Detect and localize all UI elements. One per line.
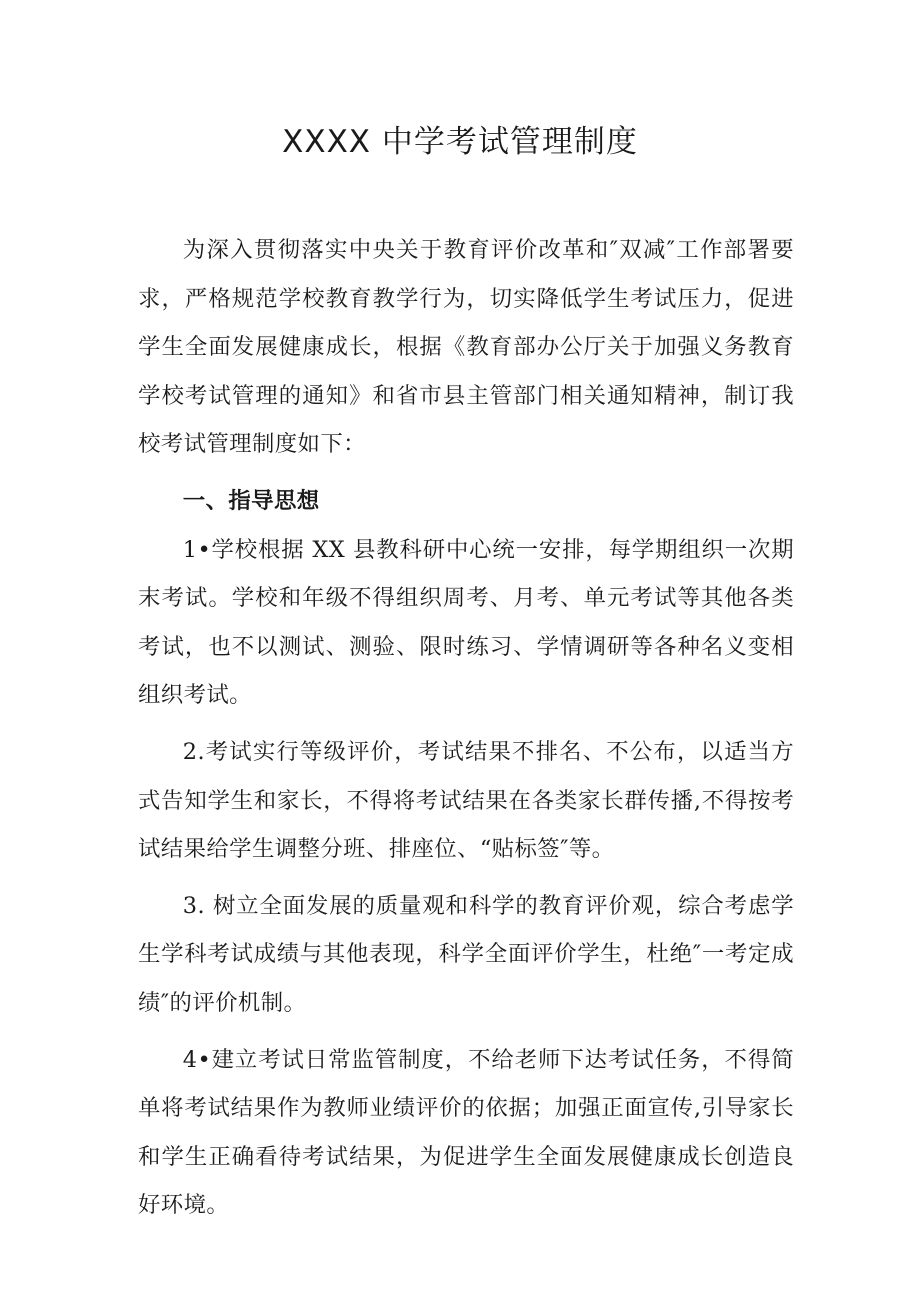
- section-heading-guiding-ideology: 一、指导思想: [182, 487, 320, 514]
- document-title: XXXX 中学考试管理制度: [282, 124, 638, 160]
- document-body: [138, 226, 794, 1230]
- intro-paragraph: 为深入贯彻落实中央关于教育评价改革和″双减″工作部署要求，严格规范学校教育教学行为，切实降低学生考试压力，促进学生全面发展健康成长，根据《教育部办公厅关于加强义务教育学校考试管理的通知》和省市县主管部门相关通知精神，制订我校考试管理制度如下：: [138, 237, 794, 458]
- list-item-4: 4•建立考试日常监管制度，不给老师下达考试任务，不得简单将考试结果作为教师业绩评价的依据；加强正面宣传,引导家长和学生正确看待考试结果，为促进学生全面发展健康成长创造良好环境。: [138, 1046, 794, 1219]
- list-item-2: 2.考试实行等级评价，考试结果不排名、不公布，以适当方式告知学生和家长，不得将考试结果在各类家长群传播,不得按考试结果给学生调整分班、排座位、“贴标签″等。: [138, 738, 794, 863]
- list-item-1: 1•学校根据 XX 县教科研中心统一安排，每学期组织一次期末考试。学校和年级不得组织周考、月考、单元考试等其他各类考试，也不以测试、测验、限时练习、学情调研等各种名义变相组织考试。: [138, 536, 794, 709]
- list-item-3: 3. 树立全面发展的质量观和科学的教育评价观，综合考虑学生学科考试成绩与其他表现，科学全面评价学生，杜绝″一考定成绩″的评价机制。: [138, 892, 794, 1016]
